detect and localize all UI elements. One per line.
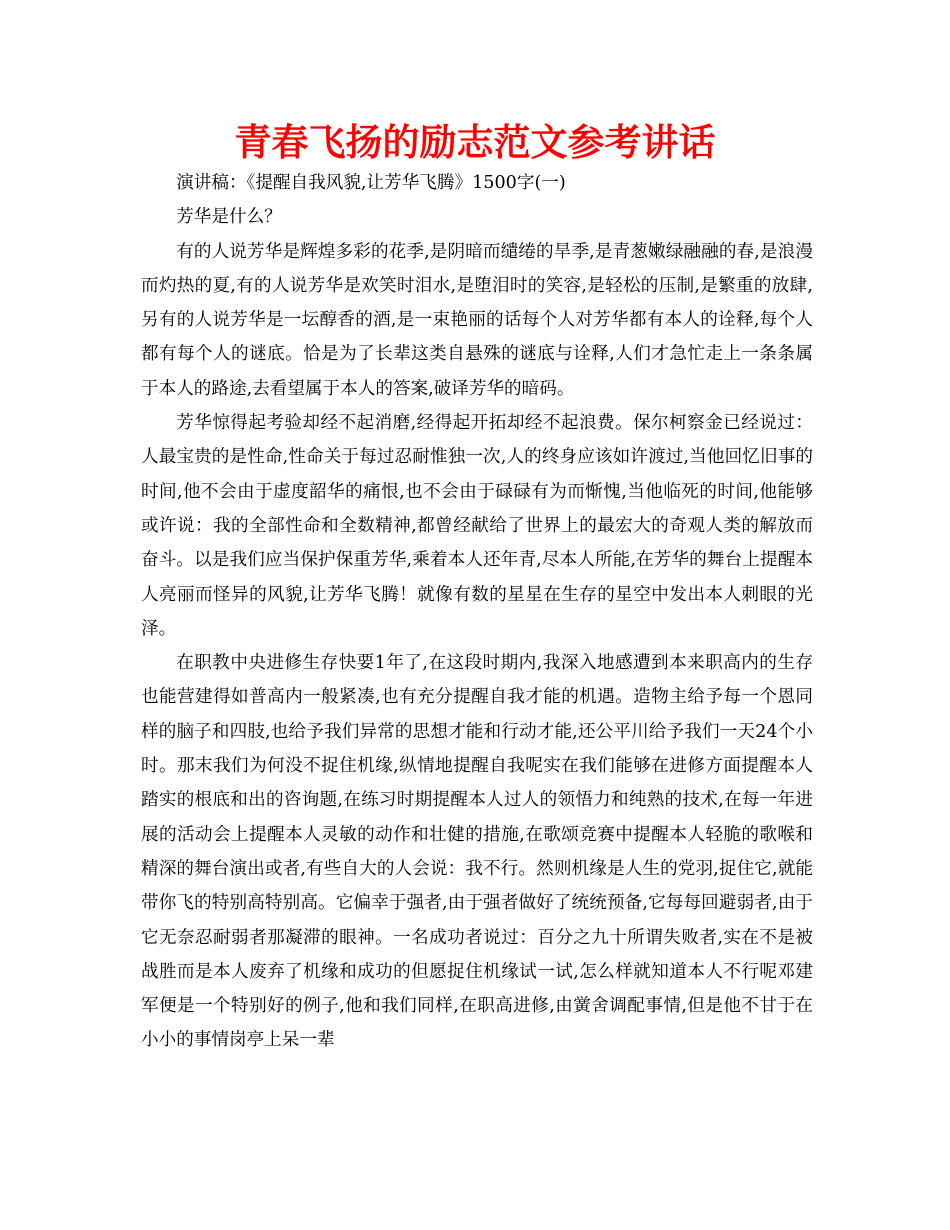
paragraph-3: 在职教中央进修生存快要1年了,在这段时期内,我深入地感遭到本来职高内的生存也能营建得如普高内一般紧凑,也有充分提醒自我才能的机遇。造物主给予每一个恩同样的脑子和四肢,也给予我们异常的思想才能和行动才能,还公平川给予我们一天24个小时。那末我们为何没不捉住机缘,纵情地提醒自我呢实在我们能够在进修方面提醒本人踏实的根底和出的咨询题,在练习时期提醒本人过人的领悟力和纯熟的技术,在每一年进展的活动会上提醒本人灵敏的动作和壮健的措施,在歌颂竞赛中提醒本人轻脆的歌喉和精深的舞台演出或者,有些自大的人会说：我不行。然则机缘是人生的党羽,捉住它,就能带你飞的特别高特别高。它偏幸于强者,由于强者做好了统统预备,它每每回避弱者,由于它无奈忍耐弱者那凝滞的眼神。一名成功者说过：百分之九十所谓失败者,实在不是被战胜而是本人废弃了机缘和成功的但愿捉住机缘试一试,怎么样就知道本人不行呢邓建军便是一个特别好的例子,他和我们同样,在职高进修,由黉舍调配事情,但是他不甘于在小小的事情岗亭上呆一辈 xyxy=(141,653,813,1051)
document-body xyxy=(141,166,813,1058)
document-title: 青春飞扬的励志范文参考讲话 xyxy=(234,121,716,164)
paragraph-subtitle: 演讲稿：《提醒自我风貌,让芳华飞腾》1500字(一) xyxy=(176,173,566,193)
paragraph-question: 芳华是什么？ xyxy=(176,207,282,228)
paragraph-2: 芳华惊得起考验却经不起消磨,经得起开拓却经不起浪费。保尔柯察金已经说过：人最宝贵的是性命,性命关于每过忍耐惟独一次,人的终身应该如许渡过,当他回忆旧事的时间,他不会由于虚度韶华的痛恨,也不会由于碌碌有为而惭愧,当他临死的时间,他能够或许说：我的全部性命和全数精神,都曾经献给了世界上的最宏大的奇观人类的解放而奋斗。以是我们应当保护保重芳华,乘着本人还年青,尽本人所能,在芳华的舞台上提醒本人亮丽而怪异的风貌,让芳华飞腾！就像有数的星星在生存的星空中发出本人刺眼的光泽。 xyxy=(141,413,813,639)
paragraph-1: 有的人说芳华是辉煌多彩的花季,是阴暗而缱绻的旱季,是青葱嫩绿融融的春,是浪漫而灼热的夏,有的人说芳华是欢笑时泪水,是堕泪时的笑容,是轻松的压制,是繁重的放肆,另有的人说芳华是一坛醇香的酒,是一束艳丽的话每个人对芳华都有本人的诠释,每个人都有每个人的谜底。恰是为了长辈这类自悬殊的谜底与诠释,人们才急忙走上一条条属于本人的路途,去看望属于本人的答案,破译芳华的暗码。 xyxy=(141,241,813,399)
